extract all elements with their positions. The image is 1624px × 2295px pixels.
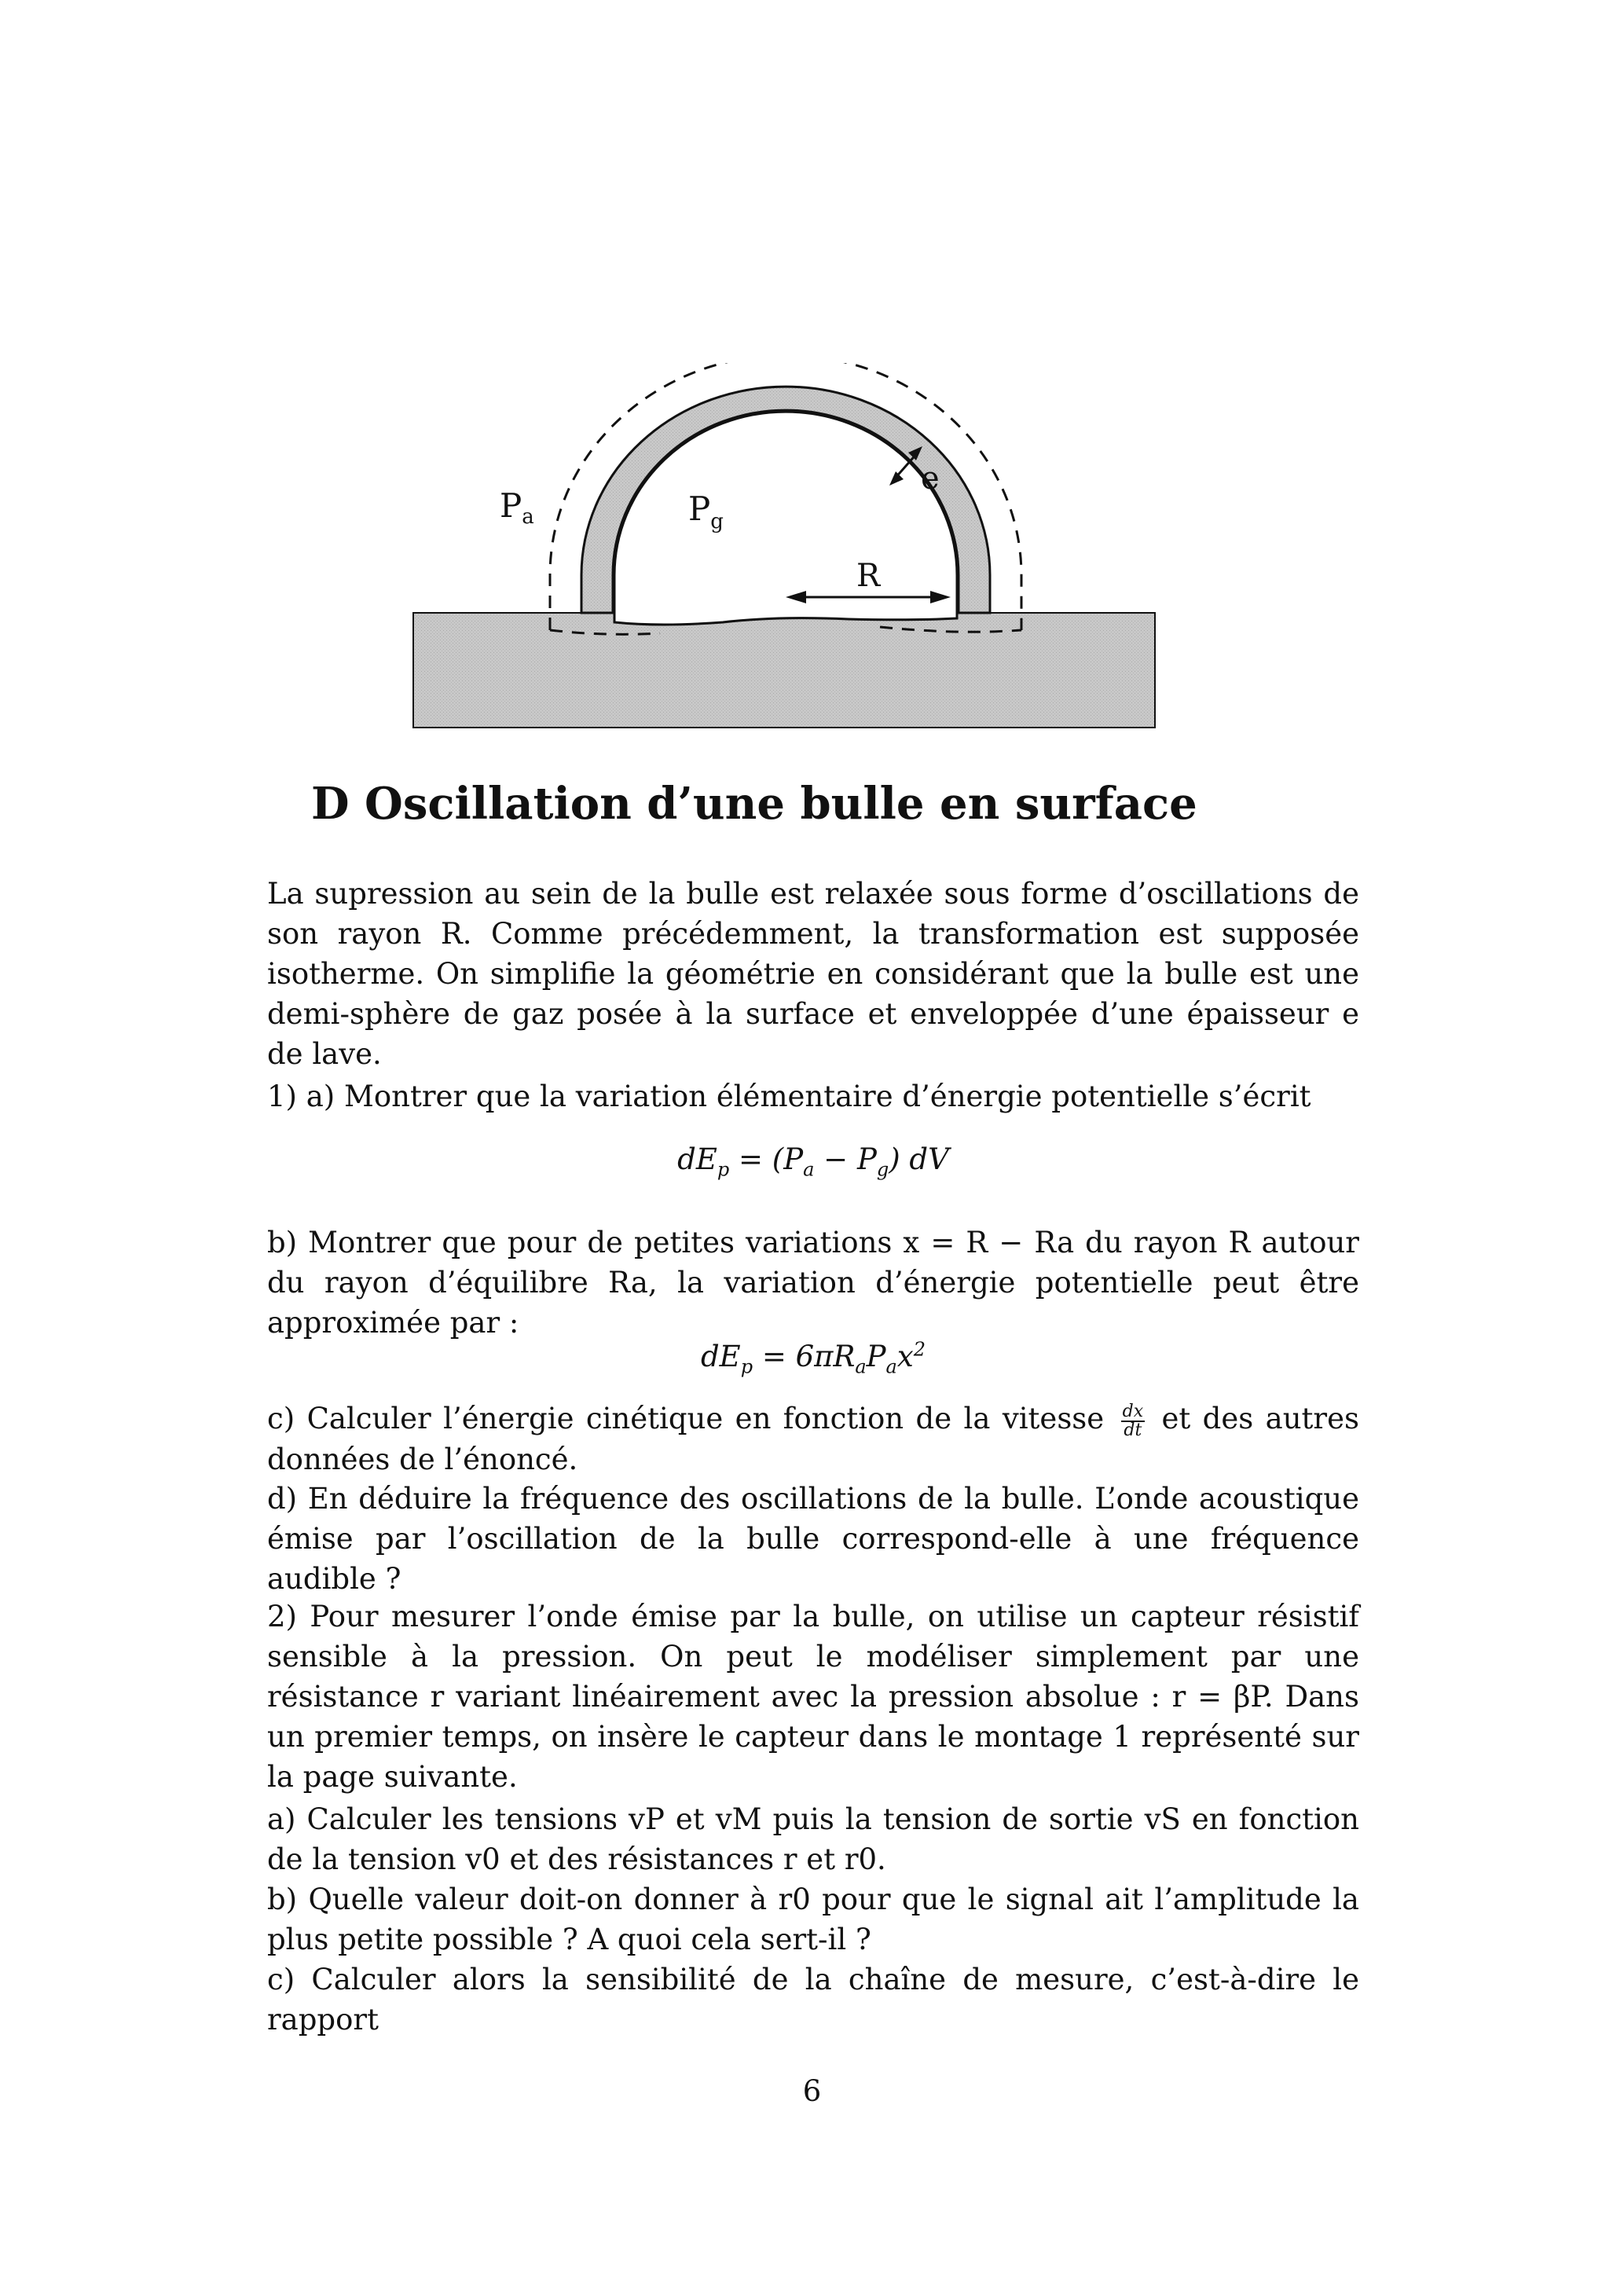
velocity-fraction [1121,1403,1146,1439]
equation-2 [267,1339,1359,1378]
equation-1 [267,1142,1359,1180]
question-2b: b) Quelle valeur doit-on donner à r0 pour que le signal ait l’amplitude la plus petite possible ? A quoi cela sert-il ? [267,1883,1359,1956]
lava-surface [413,613,1155,728]
question-2-intro: 2) Pour mesurer l’onde émise par la bulle, on utilise un capteur résistif sensible à la pression. On peut le modéliser simplement par une résistance r variant linéairement avec la pression absolue : r = βP. Dans un premier temps, on insère le capteur dans le montage 1 représenté sur la page suivante. [267,1600,1359,1794]
equation-1-text: $dE_p = (P_a - P_g)$ dV [677,1142,949,1181]
section-title: D Oscillation d’une bulle en surface [311,778,1197,830]
equation-2-text: $dE_p = 6\pi R_aP_ax^2$ [700,1339,926,1378]
question-1c-after: et des autres données de l’énoncé. [267,1402,1359,1476]
question-1b: b) Montrer que pour de petites variations x = R − Ra du rayon R autour du rayon d’équilibre Ra, la variation d’énergie potentielle peut être approximée par : [267,1226,1359,1340]
question-1a: 1) a) Montrer que la variation élémentaire d’énergie potentielle s’écrit [267,1080,1311,1113]
fraction-numerator: dx [1122,1401,1144,1421]
label-pg: $P_g$ [688,489,724,533]
intro-paragraph: La supression au sein de la bulle est relaxée sous forme d’oscillations de son rayon R. Comme précédemment, la transformation est supposée isotherme. On simplifie la géométrie en considérant que la bulle est une demi-sphère de gaz posée à la surface et enveloppée d’une épaisseur e de lave. [267,877,1359,1071]
label-r: R [856,558,881,594]
question-1c [267,1399,1359,1479]
question-2a: a) Calculer les tensions vP et vM puis la tension de sortie vS en fonction de la tension v0 et des résistances r et r0. [267,1802,1359,1876]
question-2c: c) Calculer alors la sensibilité de la chaîne de mesure, c’est-à-dire le rapport [267,1963,1359,2037]
label-e: e [921,460,940,497]
question-1c-before: c) Calculer l’énergie cinétique en fonction de la vitesse [267,1402,1105,1435]
bubble-diagram [409,363,1163,732]
fraction-denominator: dt [1124,1420,1142,1440]
page-number: 6 [802,2074,822,2108]
question-1d: d) En déduire la fréquence des oscillations de la bulle. L’onde acoustique émise par l’oscillation de la bulle correspond-elle à une fréquence audible ? [267,1482,1359,1596]
label-pa: Pa [500,486,534,529]
